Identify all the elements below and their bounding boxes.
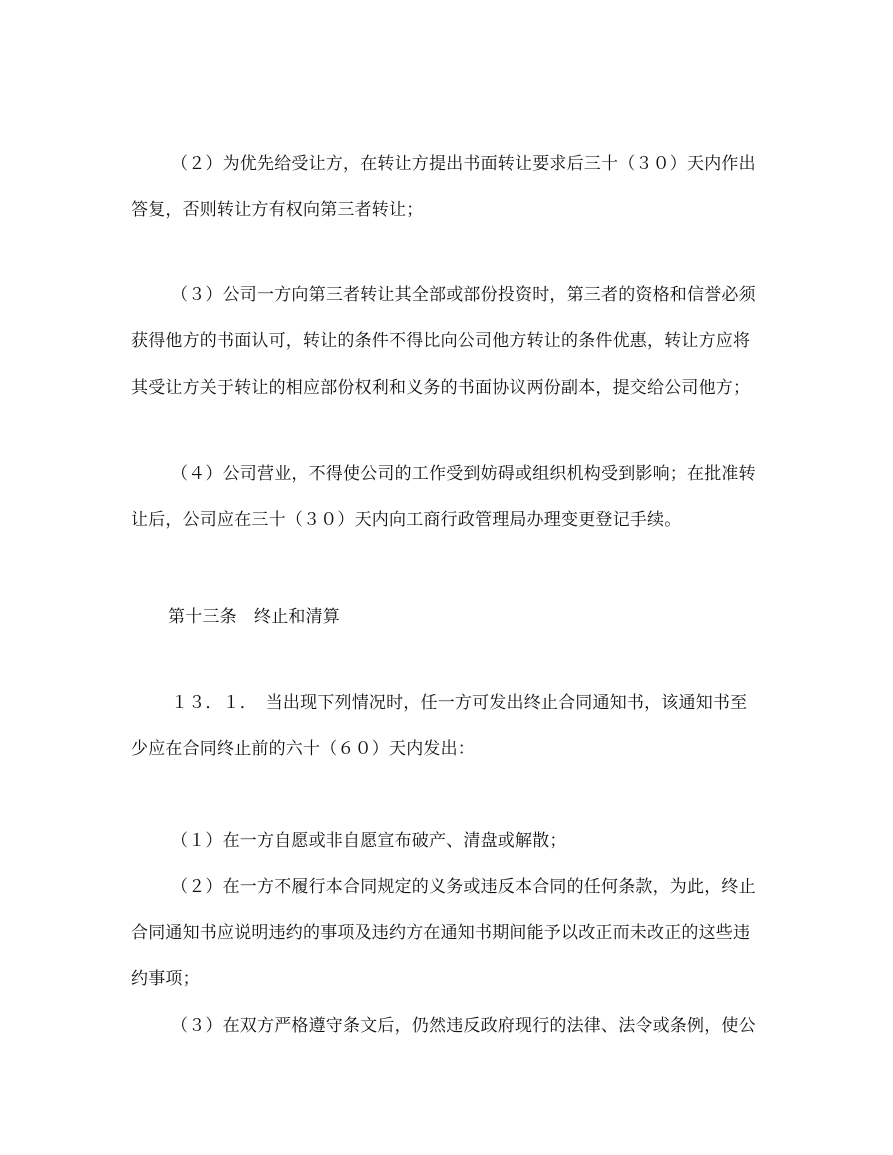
item-1-line-1: （１）在一方自愿或非自愿宣布破产、清盘或解散； xyxy=(171,831,567,851)
item-2-line-2: 合同通知书应说明违约的事项及违约方在通知书期间能予以改正而未改正的这些违 xyxy=(131,923,751,943)
item-2-line-1: （２）在一方不履行本合同规定的义务或违反本合同的任何条款，为此，终止 xyxy=(171,877,756,897)
paragraph-3-line-3: 其受让方关于转让的相应部份权利和义务的书面协议两份副本，提交给公司他方； xyxy=(131,378,751,398)
paragraph-4-line-2: 让后，公司应在三十（３０）天内向工商行政管理局办理变更登记手续。 xyxy=(131,510,682,530)
paragraph-3-line-2: 获得他方的书面认可，转让的条件不得比向公司他方转让的条件优惠，转让方应将 xyxy=(131,331,751,351)
paragraph-2-line-2: 答复，否则转让方有权向第三者转让； xyxy=(131,200,424,220)
clause-13-1-line-1: １３．１． 当出现下列情况时，任一方可发出终止合同通知书，该通知书至 xyxy=(171,693,748,713)
paragraph-2-line-1: （２）为优先给受让方，在转让方提出书面转让要求后三十（３０）天内作出 xyxy=(171,154,756,174)
paragraph-4-line-1: （４）公司营业，不得使公司的工作受到妨碍或组织机构受到影响；在批准转 xyxy=(171,464,756,484)
item-2-line-3: 约事项； xyxy=(131,969,200,989)
clause-13-1-line-2: 少应在合同终止前的六十（６０）天内发出： xyxy=(131,739,475,759)
item-3-line-1: （３）在双方严格遵守条文后，仍然违反政府现行的法律、法令或条例，使公 xyxy=(171,1016,756,1036)
paragraph-3-line-1: （３）公司一方向第三者转让其全部或部份投资时，第三者的资格和信誉必须 xyxy=(171,285,756,305)
article-13-heading: 第十三条 终止和清算 xyxy=(168,607,340,627)
